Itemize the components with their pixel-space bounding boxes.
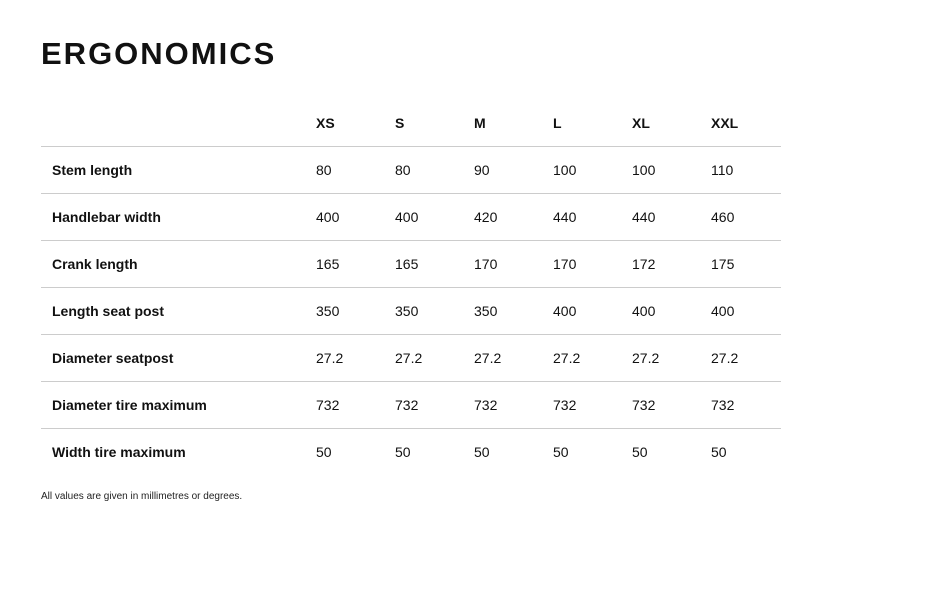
table-cell: 400 [711,288,781,335]
table-cell: 165 [316,241,395,288]
table-cell: 80 [395,147,474,194]
table-row [41,147,781,194]
table-cell: 350 [316,288,395,335]
table-cell: 50 [474,444,490,460]
page-title: ERGONOMICS [41,36,277,71]
size-header: XL [632,100,711,147]
table-cell: 175 [711,241,781,288]
table-cell: 165 [395,241,474,288]
size-header: L [553,100,632,147]
table-cell: 732 [316,382,395,429]
table-cell: 27.2 [316,335,395,382]
size-header: XXL [711,100,781,147]
row-label: Diameter tire maximum [41,382,316,429]
table-cell: 27.2 [632,335,711,382]
table-row [41,288,781,335]
table-cell: 460 [711,194,781,241]
table-cell: 50 [711,444,727,460]
footnote: All values are given in millimetres or degrees. [41,491,243,502]
table-cell: 732 [711,382,781,429]
table-cell: 420 [474,194,553,241]
table-header-row [41,100,781,147]
row-label: Length seat post [41,288,316,335]
table-cell: 90 [474,147,553,194]
table-cell: 440 [553,194,632,241]
table-cell: 400 [553,288,632,335]
ergonomics-table [41,100,781,475]
table-cell: 27.2 [553,335,632,382]
table-cell: 400 [632,288,711,335]
table-cell: 100 [553,147,632,194]
row-label: Crank length [41,241,316,288]
table-cell: 50 [395,444,411,460]
row-label: Stem length [41,147,316,194]
size-header: S [395,100,474,147]
table-cell: 27.2 [711,335,781,382]
table-row [41,194,781,241]
table-cell: 170 [474,241,553,288]
table-row [41,429,781,476]
table-cell: 400 [395,194,474,241]
table-row [41,241,781,288]
table-row [41,382,781,429]
table-cell: 27.2 [395,335,474,382]
table-cell: 50 [632,444,648,460]
table-cell: 732 [474,382,553,429]
table-cell: 350 [474,288,553,335]
table-cell: 732 [395,382,474,429]
size-header: XS [316,100,395,147]
table-cell: 80 [316,147,395,194]
table-cell: 732 [553,382,632,429]
row-label: Diameter seatpost [41,335,316,382]
row-label: Width tire maximum [52,444,186,460]
table-cell: 350 [395,288,474,335]
table-cell: 172 [632,241,711,288]
table-cell: 400 [316,194,395,241]
table-row [41,335,781,382]
row-label: Handlebar width [41,194,316,241]
table-cell: 170 [553,241,632,288]
header-empty-cell [41,100,316,147]
table-cell: 110 [711,147,781,194]
table-cell: 100 [632,147,711,194]
table-cell: 27.2 [474,335,553,382]
table-cell: 50 [553,444,569,460]
table-cell: 732 [632,382,711,429]
table-cell: 440 [632,194,711,241]
table-cell: 50 [316,444,332,460]
size-header: M [474,100,553,147]
